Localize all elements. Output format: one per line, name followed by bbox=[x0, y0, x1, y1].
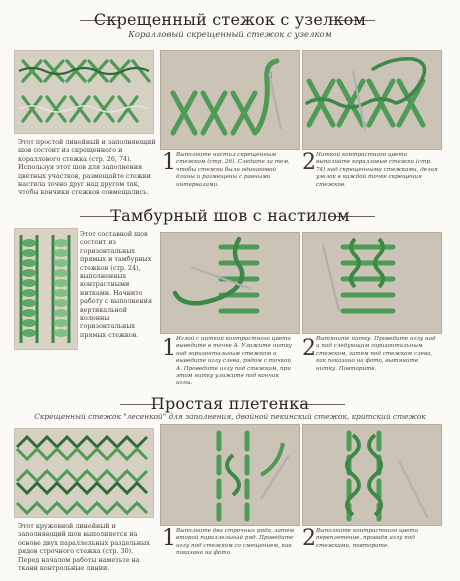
section3-step1-number: 1 bbox=[162, 526, 176, 551]
section3-step2-number: 2 bbox=[302, 526, 316, 551]
section2-sample-photo bbox=[14, 228, 78, 350]
section3-sample-photo bbox=[14, 428, 154, 518]
section2-step2-photo bbox=[302, 232, 442, 334]
section3-step1-photo bbox=[160, 424, 300, 526]
section1-step2-text: Ниткой контрастного цвета выполните коралловые стежки (стр. 74) над скрещенными стежками, делая узелок в каждой точке скрещения стежков. bbox=[316, 152, 438, 188]
section1-step1-number: 1 bbox=[162, 150, 176, 175]
section3-subtitle: Скрещенный стежок "лесенкой" для заполнения, двойной пекинский стежок, критский стежок bbox=[34, 412, 426, 421]
section1-step1-photo bbox=[160, 50, 300, 150]
section3-step2-text: Выполните контрастного цвета переплетение, проводя иглу под стежками, повторите. bbox=[316, 528, 419, 549]
section2-title: Тамбурный шов с настилом bbox=[110, 206, 350, 225]
section1-subtitle: Коралловый скрещенный стежок с узелком bbox=[128, 30, 332, 40]
section1-step1-text: Выполните настил скрещенным стежком (стр. 26). Следите за тем, чтобы стежки были одинаковой длины и размещены с равными интервалами. bbox=[176, 152, 290, 188]
section2-step1-text: Иглой с ниткой контрастного цвета выведите в точке А. Уложите нитку над горизонтальным стежком и выведите иглу слева, рядом с точкой А. Проведите иглу под стежком, при этом нитку уложите под кончик иглы. bbox=[176, 336, 292, 387]
section3-intro: Этот кружевной линейный и заполняющий шов выполняется на основе двух параллельных раздельных рядов строчного стежка (стр. 30). Перед началом работы наметьте на ткани контрольные линии. bbox=[18, 522, 150, 573]
section2-step1-number: 1 bbox=[162, 336, 176, 361]
section3-title: Простая плетенка bbox=[150, 394, 310, 413]
section2-step2-text: Вытяните нитку. Проведите иглу над и под следующим горизонтальным стежком, затем под стежком слева, как показано на фото, вытяните нитку. Повторите. bbox=[316, 336, 436, 372]
section1-title: Скрещенный стежок с узелком bbox=[93, 10, 367, 29]
section1-sample-photo bbox=[14, 50, 154, 134]
section3-step2-photo bbox=[302, 424, 442, 526]
section2-step1-photo bbox=[160, 232, 300, 334]
section2-step2-number: 2 bbox=[302, 336, 316, 361]
section1-step2-number: 2 bbox=[302, 150, 316, 175]
section1-intro: Этот простой линейный и заполняющий шов состоит из скрещенного и кораллового стежка (стр. 26, 74). Используя этот шов для заполнения цветных участков, размещайте стежки настила точно друг над другом так, чтобы кончики стежков совмещались. bbox=[18, 138, 156, 197]
section2-intro: Этот составной шов состоит из горизонтальных прямых и тамбурных стежков (стр. 24), выполненных контрастными нитками. Начните работу с выполнения вертикальной колонны горизонтальных прямых стежков. bbox=[80, 230, 152, 339]
section1-step2-photo bbox=[302, 50, 442, 150]
section3-step1-text: Выполните два строчных ряда, затем второй параллельный ряд. Проведите иглу под стежком со смещением, как показано на фото. bbox=[176, 528, 295, 557]
